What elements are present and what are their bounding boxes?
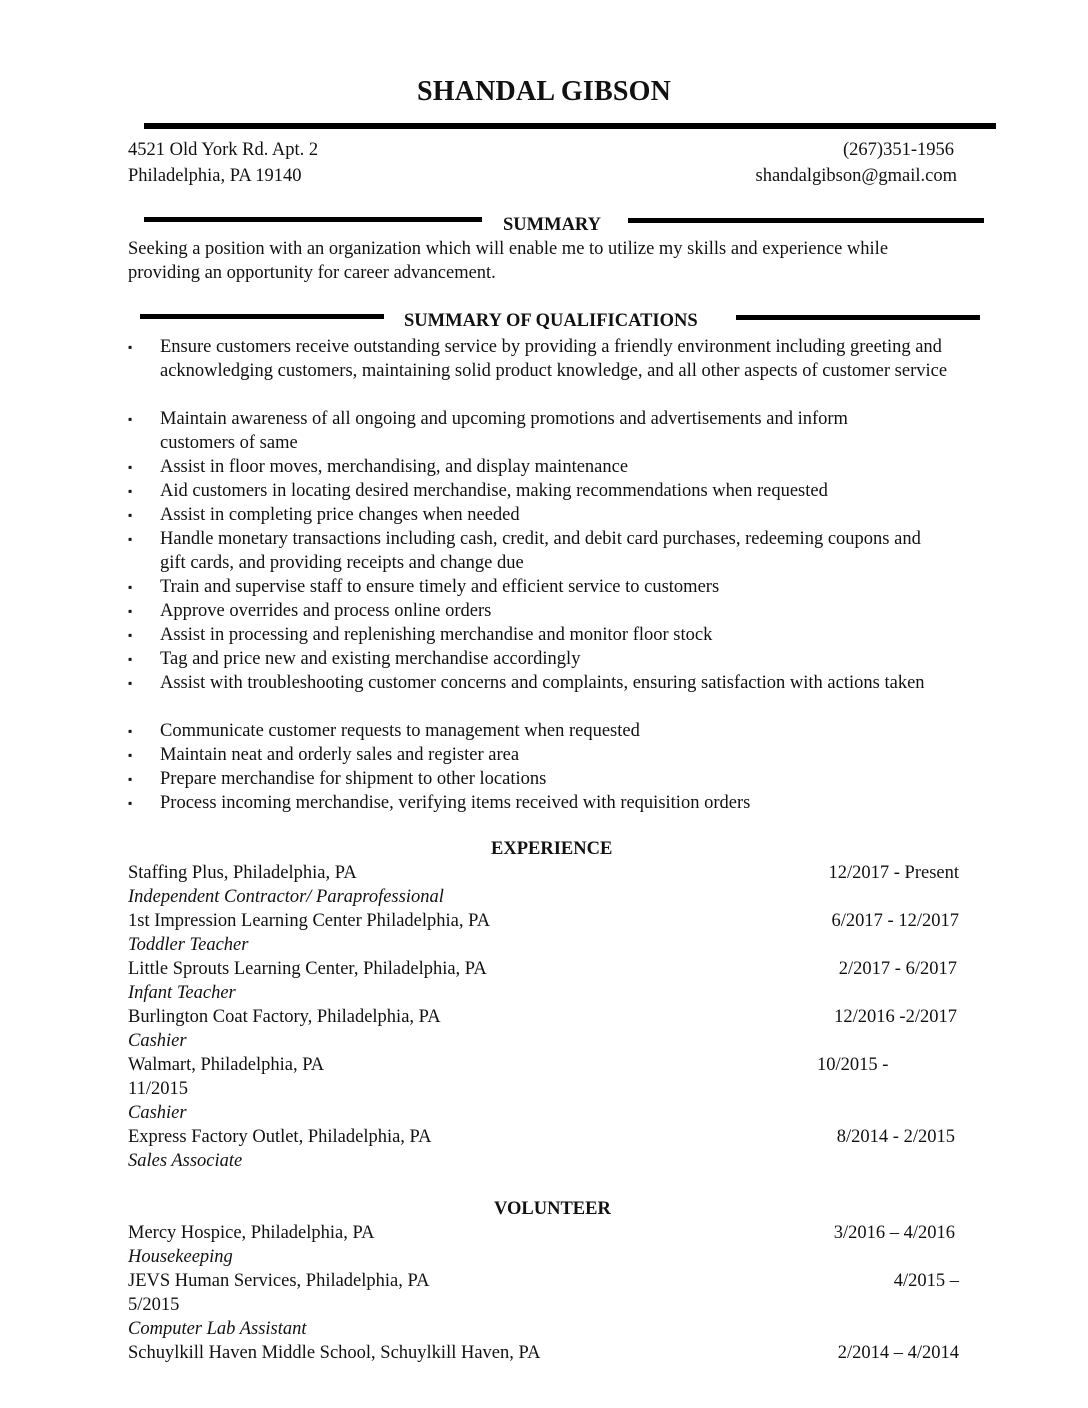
address-line-1: 4521 Old York Rd. Apt. 2: [128, 140, 319, 160]
volunteer-dates-wrap: 5/2015: [128, 1295, 180, 1315]
summary-rule-right: [628, 218, 984, 223]
qualifications-heading: SUMMARY OF QUALIFICATIONS: [404, 311, 698, 331]
address-line-2: Philadelphia, PA 19140: [128, 166, 302, 186]
volunteer-role: Computer Lab Assistant: [128, 1319, 307, 1339]
volunteer-dates: 3/2016 – 4/2016: [833, 1223, 955, 1243]
bullet-icon: ▪: [128, 676, 133, 690]
qualification-item: Process incoming merchandise, verifying items received with requisition orders: [160, 793, 751, 813]
job-employer: Little Sprouts Learning Center, Philadelphia, PA: [128, 959, 487, 979]
summary-rule-left: [144, 217, 482, 222]
volunteer-dates: 2/2014 – 4/2014: [837, 1343, 959, 1363]
volunteer-employer: Schuylkill Haven Middle School, Schuylkill Haven, PA: [128, 1343, 541, 1363]
job-role: Independent Contractor/ Paraprofessional: [128, 887, 444, 907]
bullet-icon: ▪: [128, 460, 133, 474]
job-role: Toddler Teacher: [128, 935, 249, 955]
bullet-icon: ▪: [128, 580, 133, 594]
qualification-item: Assist in completing price changes when needed: [160, 505, 520, 525]
summary-line-1: Seeking a position with an organization which will enable me to utilize my skills and experience while: [128, 239, 889, 259]
qualification-item: Maintain neat and orderly sales and register area: [160, 745, 520, 765]
job-role: Cashier: [128, 1031, 187, 1051]
bullet-icon: ▪: [128, 532, 133, 546]
qualification-item: Approve overrides and process online orders: [160, 601, 492, 621]
qualification-item: Assist in floor moves, merchandising, and display maintenance: [160, 457, 629, 477]
qualification-item: Assist with troubleshooting customer concerns and complaints, ensuring satisfaction with actions taken: [160, 673, 925, 693]
qualification-item: Ensure customers receive outstanding service by providing a friendly environment including greeting and acknowledging customers, maintaining solid product knowledge, and all other aspects of customer service: [160, 337, 948, 381]
qualifications-rule-left: [140, 314, 384, 319]
bullet-icon: ▪: [128, 796, 133, 810]
qualification-item: Maintain awareness of all ongoing and upcoming promotions and advertisements and inform customers of same: [160, 409, 848, 453]
bullet-icon: ▪: [128, 772, 133, 786]
job-employer: Burlington Coat Factory, Philadelphia, PA: [128, 1007, 441, 1027]
phone: (267)351-1956: [843, 140, 954, 160]
bullet-icon: ▪: [128, 628, 133, 642]
email: shandalgibson@gmail.com: [755, 166, 957, 186]
volunteer-employer: JEVS Human Services, Philadelphia, PA: [128, 1271, 430, 1291]
bullet-icon: ▪: [128, 724, 133, 738]
qualification-item: Tag and price new and existing merchandise accordingly: [160, 649, 581, 669]
bullet-icon: ▪: [128, 412, 133, 426]
job-dates: 12/2017 - Present: [828, 863, 959, 883]
qualification-item: Train and supervise staff to ensure timely and efficient service to customers: [160, 577, 720, 597]
bullet-icon: ▪: [128, 508, 133, 522]
bullet-icon: ▪: [128, 604, 133, 618]
summary-line-2: providing an opportunity for career advancement.: [128, 263, 496, 283]
summary-heading: SUMMARY: [503, 215, 602, 235]
job-role: Cashier: [128, 1103, 187, 1123]
candidate-name: SHANDAL GIBSON: [416, 76, 672, 107]
bullet-icon: ▪: [128, 748, 133, 762]
qualification-item: Assist in processing and replenishing merchandise and monitor floor stock: [160, 625, 713, 645]
qualification-item: Aid customers in locating desired merchandise, making recommendations when requested: [160, 481, 828, 501]
qualification-item: Handle monetary transactions including cash, credit, and debit card purchases, redeeming coupons and gift cards, and providing receipts and change due: [160, 529, 921, 573]
job-dates-wrap: 11/2015: [128, 1079, 188, 1099]
experience-heading: EXPERIENCE: [491, 839, 613, 859]
job-employer: 1st Impression Learning Center Philadelphia, PA: [128, 911, 491, 931]
volunteer-employer: Mercy Hospice, Philadelphia, PA: [128, 1223, 375, 1243]
bullet-icon: ▪: [128, 340, 133, 354]
job-role: Sales Associate: [128, 1151, 243, 1171]
job-employer: Staffing Plus, Philadelphia, PA: [128, 863, 357, 883]
bullet-icon: ▪: [128, 652, 133, 666]
volunteer-role: Housekeeping: [128, 1247, 233, 1267]
job-dates: 12/2016 -2/2017: [834, 1007, 957, 1027]
job-employer: Express Factory Outlet, Philadelphia, PA: [128, 1127, 432, 1147]
volunteer-heading: VOLUNTEER: [494, 1199, 611, 1219]
qualifications-rule-right: [736, 315, 980, 320]
qualification-item: Prepare merchandise for shipment to other locations: [160, 769, 547, 789]
volunteer-dates: 4/2015 –: [893, 1271, 959, 1291]
job-dates: 2/2017 - 6/2017: [838, 959, 957, 979]
job-dates: 10/2015 -: [817, 1055, 889, 1075]
job-dates: 6/2017 - 12/2017: [831, 911, 959, 931]
job-role: Infant Teacher: [128, 983, 236, 1003]
bullet-icon: ▪: [128, 484, 133, 498]
job-dates: 8/2014 - 2/2015: [836, 1127, 955, 1147]
name-underline: [144, 123, 996, 129]
qualification-item: Communicate customer requests to management when requested: [160, 721, 640, 741]
job-employer: Walmart, Philadelphia, PA: [128, 1055, 325, 1075]
